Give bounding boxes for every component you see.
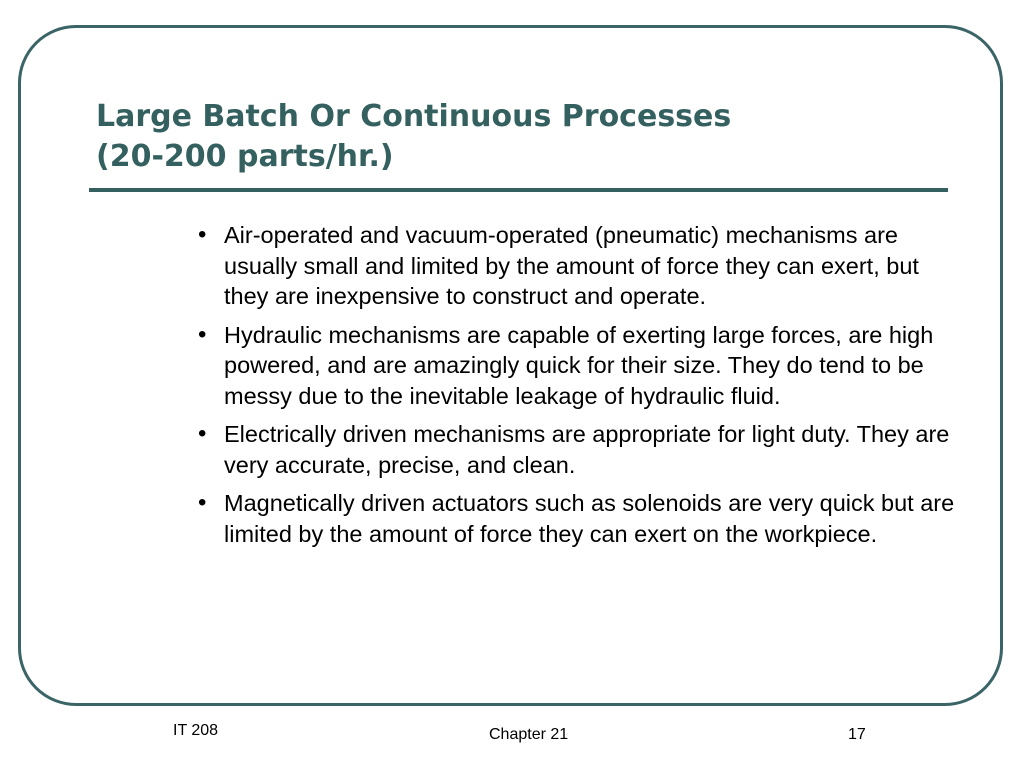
footer-page-number: 17 xyxy=(848,726,866,743)
title-divider xyxy=(89,188,948,192)
bullet-dot-icon: • xyxy=(198,320,207,348)
bullet-dot-icon: • xyxy=(198,221,207,248)
bullet-text: Electrically driven mechanisms are appropriate for light duty. They are very accurate, precise, and clean. xyxy=(224,421,950,478)
bullet-text: Air-operated and vacuum-operated (pneumatic) mechanisms are usually small and limited by the amount of force they can exert, but they are inexpensive to construct and operate. xyxy=(224,222,919,309)
slide-title-line-1: Large Batch Or Continuous Processes xyxy=(96,99,732,134)
footer-course: IT 208 xyxy=(173,722,219,739)
bullet-item-pneumatic xyxy=(196,220,956,312)
slide-title-line-2: (20-200 parts/hr.) xyxy=(96,139,394,174)
bullet-dot-icon: • xyxy=(198,420,207,447)
bullet-item-magnetic xyxy=(196,488,956,549)
slide-title xyxy=(96,97,731,177)
bullet-list xyxy=(196,220,956,557)
bullet-text: Magnetically driven actuators such as solenoids are very quick but are limited by the amount of force they can exert on the workpiece. xyxy=(224,490,955,547)
bullet-text: Hydraulic mechanisms are capable of exerting large forces, are high powered, and are amazingly quick for their size. They do tend to be messy due to the inevitable leakage of hydraulic fluid. xyxy=(224,321,934,409)
footer-chapter: Chapter 21 xyxy=(489,726,569,743)
bullet-item-hydraulic xyxy=(196,320,956,412)
bullet-item-electric xyxy=(196,419,956,480)
bullet-dot-icon: • xyxy=(198,489,207,516)
